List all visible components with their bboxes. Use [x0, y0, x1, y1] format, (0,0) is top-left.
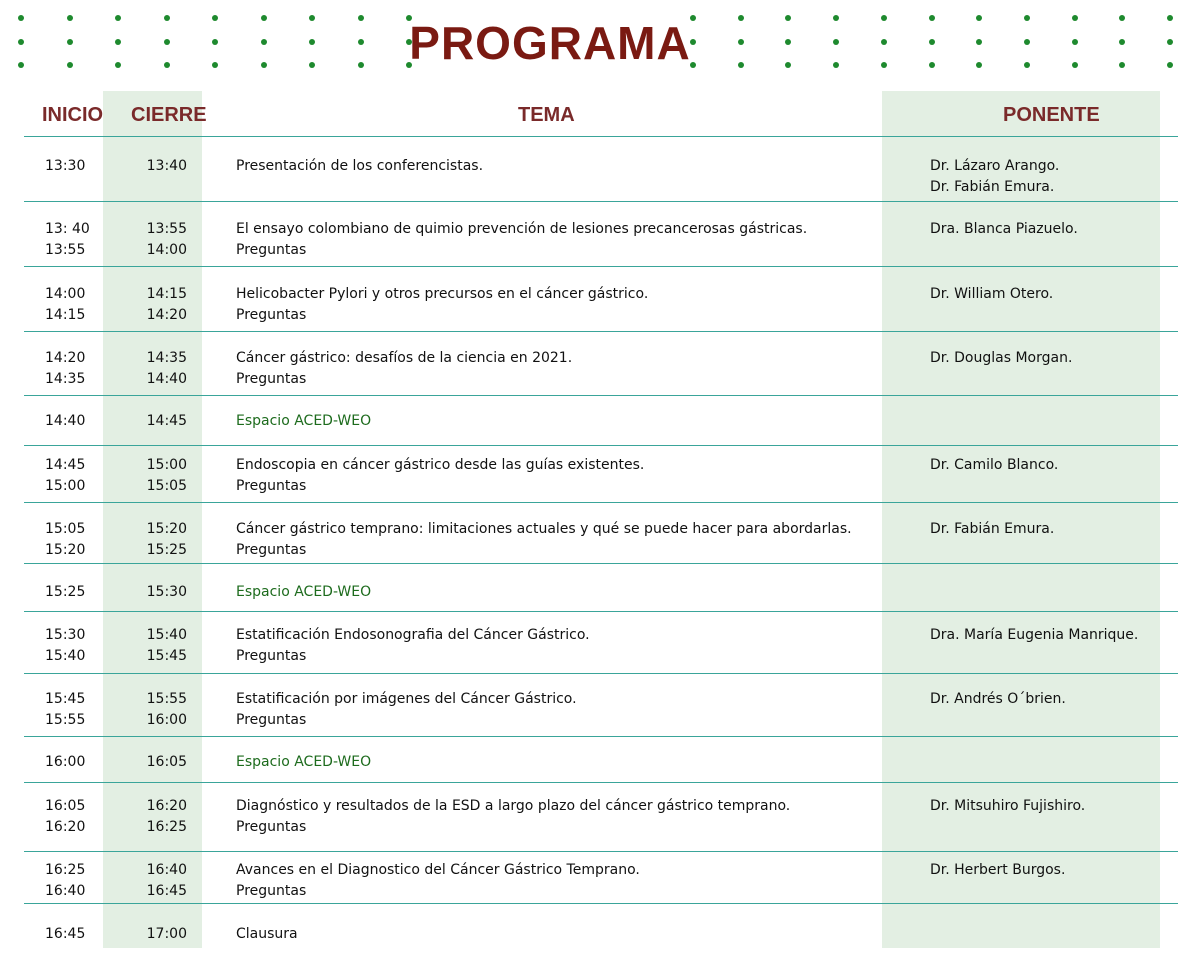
cell-inicio: [45, 625, 85, 667]
tema-text: Preguntas: [236, 307, 307, 323]
tema-text: Clausura: [236, 926, 298, 942]
tema-text: El ensayo colombiano de quimio prevención de lesiones precancerosas gástricas.: [236, 221, 808, 237]
tema-text: Preguntas: [236, 478, 307, 494]
cierre-text: 15:40: [146, 627, 187, 643]
inicio-text: 15:30: [45, 627, 86, 643]
inicio-text: 13:55: [45, 242, 86, 258]
ponente-text: Dr. Fabián Emura.: [930, 179, 1055, 195]
cierre-text: 13:40: [146, 158, 187, 174]
cell-tema: [236, 796, 790, 838]
inicio-text: 14:40: [45, 413, 86, 429]
cell-cierre: [141, 752, 187, 773]
cell-inicio: [45, 924, 85, 945]
cell-inicio: [45, 752, 85, 773]
tema-text: Preguntas: [236, 819, 307, 835]
cell-tema: [236, 348, 572, 390]
ponente-text: Dr. Lázaro Arango.: [930, 158, 1060, 174]
cell-inicio: [45, 348, 85, 390]
ponente-text: Dra. María Eugenia Manrique.: [930, 627, 1139, 643]
cell-tema: [236, 752, 371, 773]
inicio-text: 16:20: [45, 819, 86, 835]
cell-tema: [236, 924, 298, 945]
row-divider: [24, 201, 1178, 202]
cell-ponente: [930, 519, 1054, 540]
inicio-text: 16:05: [45, 798, 86, 814]
dot-decoration: [1119, 15, 1125, 21]
row-divider: [24, 331, 1178, 332]
cell-cierre: [141, 284, 187, 326]
tema-text: Endoscopia en cáncer gástrico desde las guías existentes.: [236, 457, 645, 473]
cierre-text: 14:40: [146, 371, 187, 387]
inicio-text: 13:30: [45, 158, 86, 174]
row-divider: [24, 445, 1178, 446]
cierre-text: 14:15: [146, 286, 187, 302]
cell-tema: [236, 519, 852, 561]
cierre-text: 15:25: [146, 542, 187, 558]
inicio-text: 13: 40: [45, 221, 90, 237]
dot-decoration: [1167, 62, 1173, 68]
row-divider: [24, 563, 1178, 564]
cierre-text: 13:55: [146, 221, 187, 237]
header-tema: TEMA: [518, 104, 575, 126]
cell-cierre: [141, 796, 187, 838]
cell-cierre: [141, 156, 187, 177]
tema-text: Preguntas: [236, 542, 307, 558]
cierre-text: 14:00: [146, 242, 187, 258]
inicio-text: 14:35: [45, 371, 86, 387]
inicio-text: 14:20: [45, 350, 86, 366]
tema-text: Espacio ACED-WEO: [236, 584, 372, 600]
cell-inicio: [45, 689, 85, 731]
inicio-text: 15:55: [45, 712, 86, 728]
cell-tema: [236, 455, 644, 497]
cell-inicio: [45, 860, 85, 902]
cierre-text: 16:25: [146, 819, 187, 835]
cell-cierre: [141, 689, 187, 731]
row-divider: [24, 266, 1178, 267]
dot-decoration: [1167, 39, 1173, 45]
tema-text: Preguntas: [236, 242, 307, 258]
inicio-text: 15:20: [45, 542, 86, 558]
tema-text: Espacio ACED-WEO: [236, 754, 372, 770]
header-inicio: INICIO: [42, 104, 104, 126]
tema-text: Estatificación Endosonografia del Cáncer Gástrico.: [236, 627, 590, 643]
ponente-text: Dr. Andrés O´brien.: [930, 691, 1066, 707]
cierre-text: 15:00: [146, 457, 187, 473]
dot-decoration: [1119, 39, 1125, 45]
cell-cierre: [141, 219, 187, 261]
header-cierre: CIERRE: [131, 104, 207, 126]
cell-tema: [236, 625, 590, 667]
header-ponente: PONENTE: [1003, 104, 1100, 126]
row-divider: [24, 673, 1178, 674]
cell-ponente: [930, 219, 1078, 240]
inicio-text: 15:25: [45, 584, 86, 600]
ponente-text: Dr. Douglas Morgan.: [930, 350, 1073, 366]
cell-cierre: [141, 519, 187, 561]
dot-decoration: [1119, 62, 1125, 68]
cell-tema: [236, 219, 807, 261]
cierre-text: 14:35: [146, 350, 187, 366]
cierre-text: 15:45: [146, 648, 187, 664]
cierre-text: 15:30: [146, 584, 187, 600]
tema-text: Espacio ACED-WEO: [236, 413, 372, 429]
tema-text: Preguntas: [236, 648, 307, 664]
cell-inicio: [45, 219, 90, 261]
inicio-text: 15:45: [45, 691, 86, 707]
cell-inicio: [45, 519, 85, 561]
cell-tema: [236, 860, 640, 902]
tema-text: Estatificación por imágenes del Cáncer Gástrico.: [236, 691, 577, 707]
cierre-text: 16:00: [146, 712, 187, 728]
cell-ponente: [930, 455, 1058, 476]
cierre-text: 16:45: [146, 883, 187, 899]
cierre-text: 15:05: [146, 478, 187, 494]
cell-cierre: [141, 625, 187, 667]
row-divider: [24, 136, 1178, 137]
tema-text: Diagnóstico y resultados de la ESD a largo plazo del cáncer gástrico temprano.: [236, 798, 791, 814]
cell-ponente: [930, 156, 1059, 198]
row-divider: [24, 395, 1178, 396]
cell-tema: [236, 411, 371, 432]
cell-tema: [236, 284, 648, 326]
cell-ponente: [930, 348, 1072, 369]
row-divider: [24, 736, 1178, 737]
cierre-text: 16:05: [146, 754, 187, 770]
ponente-text: Dr. Fabián Emura.: [930, 521, 1055, 537]
cell-cierre: [141, 924, 187, 945]
inicio-text: 16:40: [45, 883, 86, 899]
cell-ponente: [930, 625, 1138, 646]
ponente-text: Dr. Camilo Blanco.: [930, 457, 1059, 473]
inicio-text: 16:00: [45, 754, 86, 770]
cierre-text: 14:45: [146, 413, 187, 429]
cell-inicio: [45, 455, 85, 497]
cell-ponente: [930, 796, 1085, 817]
cell-inicio: [45, 582, 85, 603]
ponente-text: Dr. William Otero.: [930, 286, 1054, 302]
cell-inicio: [45, 284, 85, 326]
cierre-text: 16:20: [146, 798, 187, 814]
cell-cierre: [141, 455, 187, 497]
cell-ponente: [930, 689, 1066, 710]
cell-tema: [236, 156, 483, 177]
ponente-text: Dra. Blanca Piazuelo.: [930, 221, 1078, 237]
tema-text: Cáncer gástrico: desafíos de la ciencia en 2021.: [236, 350, 573, 366]
dot-decoration: [1167, 15, 1173, 21]
tema-text: Preguntas: [236, 371, 307, 387]
cell-inicio: [45, 411, 85, 432]
cell-ponente: [930, 860, 1065, 881]
row-divider: [24, 782, 1178, 783]
inicio-text: 14:15: [45, 307, 86, 323]
cell-inicio: [45, 796, 85, 838]
cierre-text: 15:20: [146, 521, 187, 537]
tema-text: Helicobacter Pylori y otros precursos en el cáncer gástrico.: [236, 286, 649, 302]
cell-cierre: [141, 348, 187, 390]
cierre-text: 16:40: [146, 862, 187, 878]
inicio-text: 15:05: [45, 521, 86, 537]
cell-cierre: [141, 582, 187, 603]
cierre-text: 17:00: [146, 926, 187, 942]
cell-ponente: [930, 284, 1053, 305]
cierre-text: 15:55: [146, 691, 187, 707]
inicio-text: 15:00: [45, 478, 86, 494]
cierre-text: 14:20: [146, 307, 187, 323]
inicio-text: 14:00: [45, 286, 86, 302]
cell-inicio: [45, 156, 85, 177]
page-title: PROGRAMA: [409, 17, 691, 69]
tema-text: Preguntas: [236, 712, 307, 728]
tema-text: Presentación de los conferencistas.: [236, 158, 484, 174]
inicio-text: 16:45: [45, 926, 86, 942]
tema-text: Preguntas: [236, 883, 307, 899]
ponente-text: Dr. Mitsuhiro Fujishiro.: [930, 798, 1086, 814]
tema-text: Avances en el Diagnostico del Cáncer Gástrico Temprano.: [236, 862, 640, 878]
cell-cierre: [141, 411, 187, 432]
ponente-text: Dr. Herbert Burgos.: [930, 862, 1066, 878]
cell-tema: [236, 582, 371, 603]
inicio-text: 16:25: [45, 862, 86, 878]
cell-cierre: [141, 860, 187, 902]
row-divider: [24, 851, 1178, 852]
row-divider: [24, 502, 1178, 503]
row-divider: [24, 903, 1178, 904]
cell-tema: [236, 689, 577, 731]
inicio-text: 15:40: [45, 648, 86, 664]
tema-text: Cáncer gástrico temprano: limitaciones actuales y qué se puede hacer para abordarlas.: [236, 521, 852, 537]
row-divider: [24, 611, 1178, 612]
inicio-text: 14:45: [45, 457, 86, 473]
